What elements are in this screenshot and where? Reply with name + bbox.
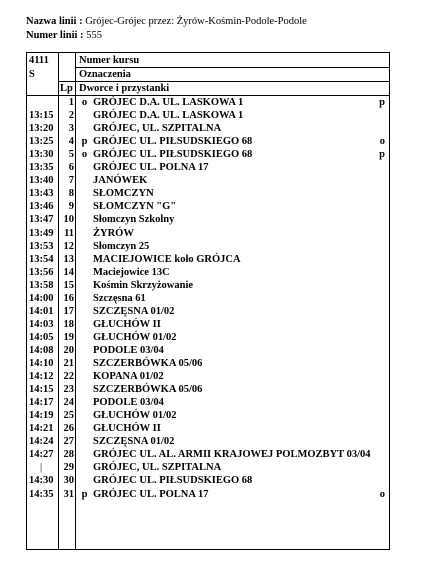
stop-name: GRÓJEC UL. POLNA 17 bbox=[93, 162, 209, 174]
alighting-flag: o bbox=[379, 488, 385, 500]
course-number-label: Numer kursu bbox=[79, 55, 140, 66]
table-row bbox=[27, 344, 389, 357]
stop-number: 28 bbox=[63, 449, 74, 461]
departure-time: 13:40 bbox=[29, 175, 54, 187]
stop-number: 11 bbox=[64, 227, 74, 239]
stop-name: GŁUCHÓW 01/02 bbox=[93, 331, 177, 343]
stop-number: 12 bbox=[63, 240, 74, 252]
stop-name: SZCZERBÓWKA 05/06 bbox=[93, 384, 203, 396]
table-row bbox=[27, 383, 389, 396]
departure-time: 14:15 bbox=[29, 384, 54, 396]
table-row bbox=[27, 109, 389, 122]
table-row bbox=[27, 161, 389, 174]
stop-number: 20 bbox=[63, 344, 74, 356]
departure-time: 13:46 bbox=[29, 201, 54, 213]
stop-number: 31 bbox=[63, 488, 74, 500]
stop-name: PODOLE 03/04 bbox=[93, 344, 164, 356]
departure-time: 14:03 bbox=[29, 318, 54, 330]
table-row bbox=[27, 253, 389, 266]
stop-name: ŻYRÓW bbox=[93, 227, 134, 239]
departure-time: 14:08 bbox=[29, 344, 54, 356]
stop-name: PODOLE 03/04 bbox=[93, 397, 164, 409]
course-mark: S bbox=[29, 69, 35, 80]
stop-name: Maciejowice 13C bbox=[93, 266, 170, 278]
line-name-label: Nazwa linii : bbox=[26, 16, 83, 27]
departure-time: 13:49 bbox=[29, 227, 54, 239]
table-head-row bbox=[27, 82, 389, 95]
alighting-flag: o bbox=[379, 136, 385, 148]
departure-time: 14:24 bbox=[29, 436, 54, 448]
stop-name: GŁUCHÓW II bbox=[93, 423, 161, 435]
stop-number: 9 bbox=[68, 201, 74, 213]
marks-label: Oznaczenia bbox=[79, 69, 131, 80]
departure-time: 13:15 bbox=[29, 110, 54, 122]
stop-number: 5 bbox=[68, 149, 74, 161]
table-row bbox=[27, 461, 389, 474]
stop-name: Szczęsna 61 bbox=[93, 292, 146, 304]
stop-name: GRÓJEC UL. PIŁSUDSKIEGO 68 bbox=[93, 136, 253, 148]
departure-time: | bbox=[39, 462, 43, 474]
table-row bbox=[27, 213, 389, 226]
course-number: 4111 bbox=[29, 55, 49, 66]
stop-name: JANÓWEK bbox=[93, 175, 148, 187]
line-name-header bbox=[26, 15, 307, 28]
departure-time: 14:35 bbox=[29, 488, 54, 500]
stop-name: GRÓJEC D.A. UL. LASKOWA 1 bbox=[93, 110, 244, 122]
table-row bbox=[27, 279, 389, 292]
departure-time: 14:19 bbox=[29, 410, 54, 422]
departure-time: 14:12 bbox=[29, 371, 54, 383]
departure-time: 14:21 bbox=[29, 423, 54, 435]
timetable bbox=[26, 52, 390, 550]
departure-time: 13:47 bbox=[29, 214, 54, 226]
stop-name: GRÓJEC UL. AL. ARMII KRAJOWEJ POLMOZBYT 03/04 bbox=[93, 449, 371, 461]
table-row bbox=[27, 409, 389, 422]
departure-time: 14:01 bbox=[29, 305, 54, 317]
stop-number: 14 bbox=[63, 266, 74, 278]
boarding-flag: o bbox=[81, 149, 88, 161]
stop-number: 23 bbox=[63, 384, 74, 396]
stop-name: Słomczyn 25 bbox=[93, 240, 150, 252]
line-number-header bbox=[26, 29, 102, 42]
boarding-flag: p bbox=[81, 136, 88, 148]
table-row bbox=[27, 174, 389, 187]
table-row bbox=[27, 370, 389, 383]
lp-label: Lp bbox=[60, 83, 73, 94]
stop-name: Kośmin Skrzyżowanie bbox=[93, 279, 194, 291]
stop-name: GRÓJEC D.A. UL. LASKOWA 1 bbox=[93, 97, 244, 108]
stop-number: 1 bbox=[68, 97, 74, 108]
stop-name: SŁOMCZYN "G" bbox=[93, 201, 177, 213]
table-row bbox=[27, 448, 389, 461]
stop-name: GRÓJEC UL. PIŁSUDSKIEGO 68 bbox=[93, 475, 253, 487]
stop-number: 30 bbox=[63, 475, 74, 487]
stop-number: 13 bbox=[63, 253, 74, 265]
stop-number: 2 bbox=[68, 110, 74, 122]
table-row bbox=[27, 240, 389, 253]
stop-name: KOPANA 01/02 bbox=[93, 371, 164, 383]
line-name-value: Grójec-Grójec przez: Żyrów-Kośmin-Podole-Podole bbox=[85, 16, 307, 27]
stop-name: SZCZĘSNA 01/02 bbox=[93, 436, 175, 448]
table-head-row bbox=[27, 54, 389, 67]
table-row bbox=[27, 488, 389, 501]
line-number-value: 555 bbox=[86, 30, 102, 41]
table-row bbox=[27, 266, 389, 279]
departure-time: 14:27 bbox=[29, 449, 54, 461]
stop-name: GŁUCHÓW II bbox=[93, 318, 161, 330]
departure-time: 14:10 bbox=[29, 358, 54, 369]
table-row bbox=[27, 357, 389, 370]
table-row bbox=[27, 227, 389, 240]
boarding-flag: o bbox=[81, 97, 88, 108]
stop-number: 3 bbox=[68, 123, 74, 135]
stop-name: GRÓJEC UL. PIŁSUDSKIEGO 68 bbox=[93, 149, 253, 161]
stop-number: 17 bbox=[63, 305, 74, 317]
alighting-flag: p bbox=[379, 97, 385, 108]
stop-name: SŁOMCZYN bbox=[93, 188, 154, 200]
table-row bbox=[27, 331, 389, 344]
departure-time: 14:30 bbox=[29, 475, 54, 487]
alighting-flag: p bbox=[379, 149, 385, 161]
departure-time: 13:20 bbox=[29, 123, 54, 135]
table-row bbox=[27, 148, 389, 161]
line-number-label: Numer linii : bbox=[26, 30, 84, 41]
stop-number: 7 bbox=[68, 175, 74, 187]
departure-time: 13:54 bbox=[29, 253, 54, 265]
stop-number: 19 bbox=[63, 331, 74, 343]
stop-number: 29 bbox=[63, 462, 74, 474]
table-row bbox=[27, 435, 389, 448]
stop-number: 15 bbox=[63, 279, 74, 291]
stop-number: 25 bbox=[63, 410, 74, 422]
table-row bbox=[27, 96, 389, 109]
table-row bbox=[27, 474, 389, 487]
departure-time: 14:05 bbox=[29, 331, 54, 343]
departure-time: 13:35 bbox=[29, 162, 54, 174]
table-row bbox=[27, 200, 389, 213]
departure-time: 13:58 bbox=[29, 279, 54, 291]
stop-number: 4 bbox=[68, 136, 74, 148]
stop-number: 22 bbox=[63, 371, 74, 383]
table-row bbox=[27, 318, 389, 331]
departure-time: 14:00 bbox=[29, 292, 54, 304]
departure-time: 13:25 bbox=[29, 136, 54, 148]
boarding-flag: p bbox=[81, 488, 88, 500]
stop-name: SZCZERBÓWKA 05/06 bbox=[93, 358, 203, 369]
stop-number: 18 bbox=[63, 318, 74, 330]
stop-number: 27 bbox=[63, 436, 74, 448]
departure-time: 14:17 bbox=[29, 397, 54, 409]
table-row bbox=[27, 422, 389, 435]
table-head-row bbox=[27, 68, 389, 81]
stop-number: 21 bbox=[63, 358, 74, 369]
table-row bbox=[27, 396, 389, 409]
departure-time: 13:30 bbox=[29, 149, 54, 161]
stops-label: Dworce i przystanki bbox=[79, 83, 170, 94]
stop-number: 8 bbox=[68, 188, 74, 200]
stop-name: GRÓJEC, UL. SZPITALNA bbox=[93, 123, 222, 135]
stop-number: 26 bbox=[63, 423, 74, 435]
stop-name: GRÓJEC, UL. SZPITALNA bbox=[93, 462, 222, 474]
table-row bbox=[27, 135, 389, 148]
stop-number: 6 bbox=[68, 162, 74, 174]
table-row bbox=[27, 292, 389, 305]
stop-name: GŁUCHÓW 01/02 bbox=[93, 410, 177, 422]
stop-number: 10 bbox=[63, 214, 74, 226]
departure-time: 13:53 bbox=[29, 240, 54, 252]
stop-name: Słomczyn Szkolny bbox=[93, 214, 175, 226]
stop-name: SZCZĘSNA 01/02 bbox=[93, 305, 175, 317]
table-row bbox=[27, 122, 389, 135]
stop-number: 16 bbox=[63, 292, 74, 304]
stop-name: GRÓJEC UL. POLNA 17 bbox=[93, 488, 209, 500]
stop-name: MACIEJOWICE koło GRÓJCA bbox=[93, 253, 241, 265]
table-row bbox=[27, 187, 389, 200]
departure-time: 13:56 bbox=[29, 266, 54, 278]
table-row bbox=[27, 305, 389, 318]
stop-number: 24 bbox=[63, 397, 74, 409]
departure-time: 13:43 bbox=[29, 188, 54, 200]
